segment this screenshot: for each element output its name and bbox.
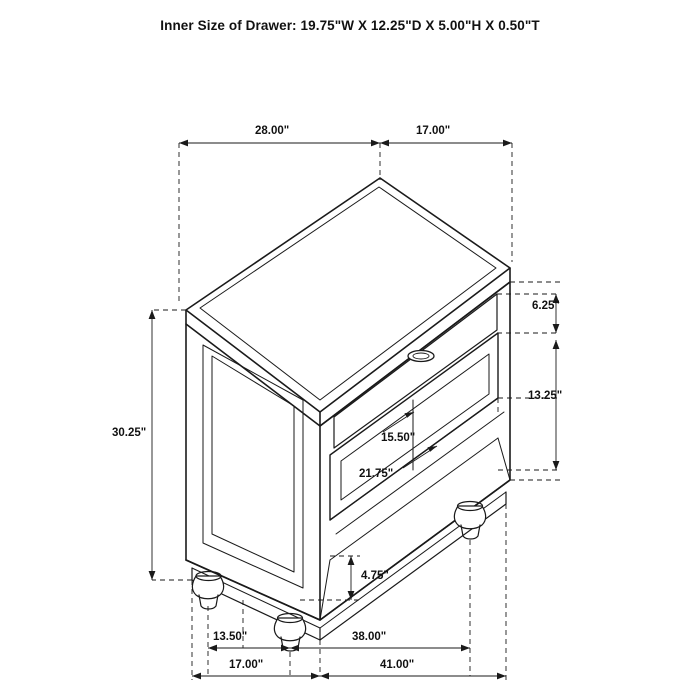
dim-label-right-upper: 6.25" (532, 300, 560, 312)
page-title: Inner Size of Drawer: 19.75"W X 12.25"D X 5.00"H X 0.50"T (160, 18, 540, 33)
leg-front-right (454, 502, 486, 540)
shelf-right-riser (498, 438, 510, 480)
leg-front-center (274, 614, 306, 652)
leg-front-left (192, 572, 224, 610)
dim-label-right-lower: 13.25" (528, 390, 563, 402)
dim-label-top-right: 17.00" (416, 125, 451, 137)
dim-label-top-left: 28.00" (255, 125, 290, 137)
dim-label-bottom-outer-left: 17.00" (229, 659, 264, 671)
dim-label-bottom-outer-right: 41.00" (380, 659, 415, 671)
dim-label-bottom-inner-left: 13.50" (213, 631, 248, 643)
dim-label-inner-depth: 21.75" (359, 468, 394, 480)
dim-label-bottom-inner-right: 38.00" (352, 631, 387, 643)
dim-label-left-height: 30.25" (112, 427, 147, 439)
shelf-left-riser (320, 560, 330, 620)
drawer-pull-handle (408, 351, 434, 362)
dim-label-leg-height: 4.75" (361, 570, 389, 582)
dim-label-inner-shelf: 15.50" (381, 432, 416, 444)
